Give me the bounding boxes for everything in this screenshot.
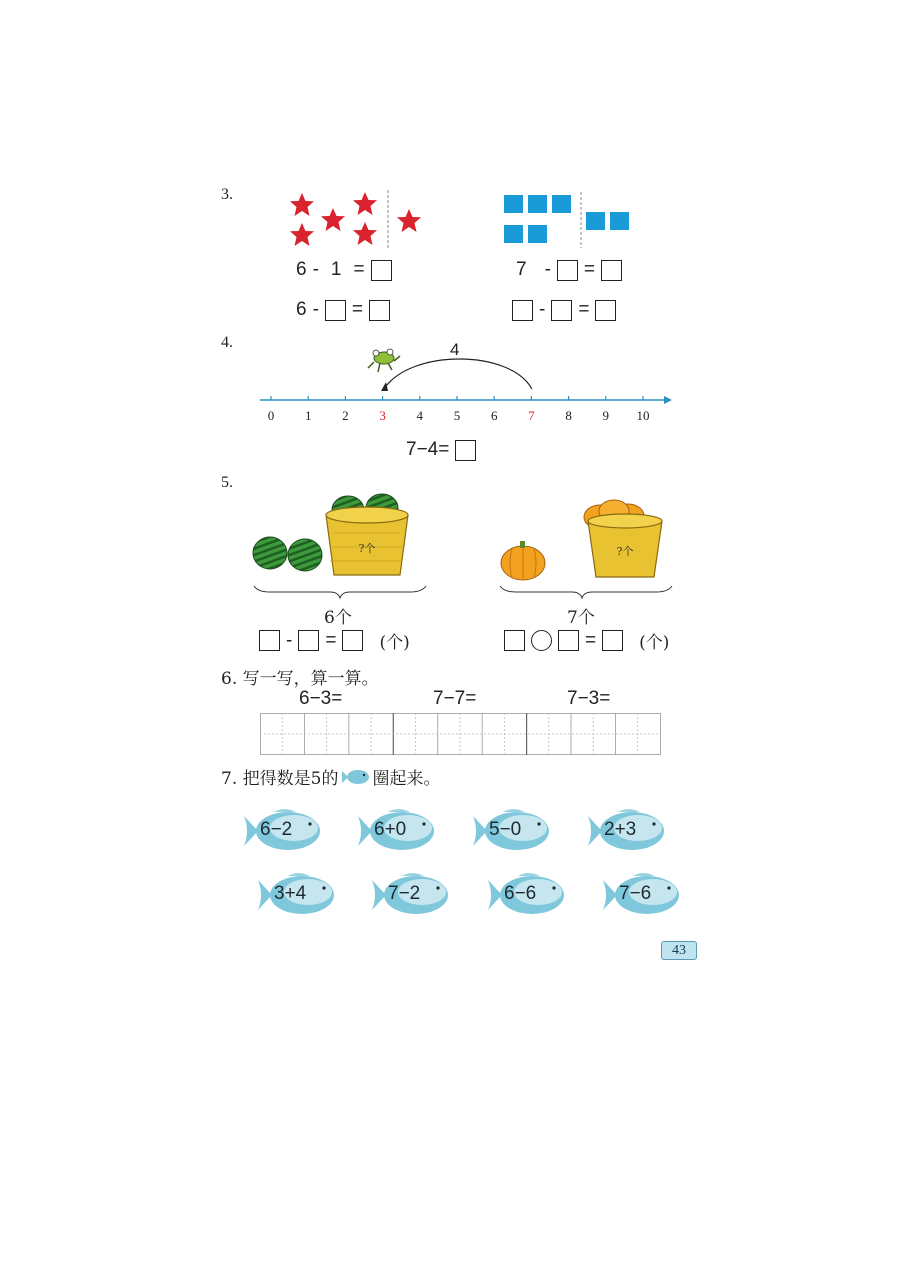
- fish-expression: 6−2: [260, 819, 293, 840]
- star-icon: [321, 208, 345, 231]
- fish-icon: [340, 768, 370, 786]
- q4-label: 4.: [221, 334, 233, 351]
- tick-label: 6: [490, 408, 498, 423]
- tick-label: 10: [636, 408, 650, 423]
- square-icon: [528, 225, 547, 243]
- brace-left: [250, 582, 430, 602]
- q3-left-eq1: [296, 259, 392, 281]
- q7-label: [221, 764, 440, 789]
- square-icon: [552, 195, 571, 213]
- watermelon-icon: [253, 537, 287, 569]
- star-icon: [397, 209, 421, 232]
- eq-sign: =: [325, 629, 337, 651]
- fish-card[interactable]: [244, 806, 326, 856]
- tick-label: 7: [528, 408, 535, 423]
- number-line: [260, 355, 680, 430]
- page-number: 43: [661, 941, 697, 960]
- fish-expression: 6−6: [504, 883, 537, 904]
- unit-label: (个): [379, 633, 410, 653]
- fish-card[interactable]: [358, 806, 440, 856]
- star-icon: [290, 223, 314, 246]
- square-icon: [504, 225, 523, 243]
- pumpkin-icon: [501, 541, 545, 580]
- fish-expression: 7−2: [388, 883, 421, 904]
- eq-op: -: [312, 259, 319, 280]
- answer-box[interactable]: [595, 300, 616, 321]
- answer-box[interactable]: [259, 630, 280, 651]
- fish-card[interactable]: [488, 870, 570, 920]
- fish-expression: 6+0: [374, 819, 407, 840]
- q6-problem: 6−3=: [299, 688, 343, 709]
- star-icon: [353, 222, 377, 245]
- fish-expression: 7−6: [619, 883, 652, 904]
- eq-term: 6: [296, 259, 307, 280]
- eq-sign: =: [351, 299, 364, 320]
- fish-card[interactable]: [588, 806, 670, 856]
- square-icon: [504, 195, 523, 213]
- q5-right-equation: [504, 628, 669, 653]
- q5-left-equation: [259, 628, 410, 653]
- eq-op: -: [539, 299, 546, 320]
- q3-right-eq2: [512, 299, 616, 321]
- q3-right-eq1: [516, 259, 622, 281]
- square-icon: [610, 212, 629, 230]
- eq-sign: =: [585, 629, 597, 651]
- q7-label-text: 7. 把得数是5的: [221, 769, 339, 789]
- answer-box[interactable]: [601, 260, 622, 281]
- operator-circle[interactable]: [531, 630, 552, 651]
- tick-label: 9: [602, 408, 610, 423]
- q3-left-eq2: [296, 299, 390, 321]
- answer-box[interactable]: [602, 630, 623, 651]
- q4-equation-row: [406, 439, 476, 461]
- eq-term: 7: [516, 259, 527, 280]
- eq-sign: =: [583, 259, 596, 280]
- fish-expression: 2+3: [604, 819, 637, 840]
- answer-box[interactable]: [298, 630, 319, 651]
- answer-box[interactable]: [325, 300, 346, 321]
- eq-sign: =: [353, 259, 365, 280]
- eq-op: -: [286, 629, 293, 651]
- tick-label: 4: [416, 408, 424, 423]
- fish-card[interactable]: [372, 870, 454, 920]
- square-icon: [586, 212, 605, 230]
- fish-card[interactable]: [258, 870, 340, 920]
- pumpkin-scene: [496, 495, 676, 595]
- eq-sign: =: [578, 299, 590, 320]
- tick-label: 3: [379, 408, 386, 423]
- answer-box[interactable]: [551, 300, 572, 321]
- brace-right: [496, 582, 676, 602]
- jump-label: 4: [450, 340, 460, 359]
- answer-box[interactable]: [369, 300, 390, 321]
- answer-box[interactable]: [342, 630, 363, 651]
- q7-label-text: 圈起来。: [372, 769, 441, 789]
- eq-term: 6: [296, 299, 307, 320]
- q6-problem: 7−3=: [567, 688, 611, 709]
- fish-card[interactable]: [473, 806, 555, 856]
- writing-grid[interactable]: [260, 713, 662, 757]
- answer-box[interactable]: [557, 260, 578, 281]
- watermelon-icon: [288, 539, 322, 571]
- q4-equation: 7−4=: [406, 439, 450, 460]
- watermelon-scene: [250, 485, 430, 595]
- answer-box[interactable]: [512, 300, 533, 321]
- star-icon: [290, 193, 314, 216]
- answer-box[interactable]: [504, 630, 525, 651]
- tick-label: 5: [453, 408, 461, 423]
- q5-right-total: 7个: [567, 608, 595, 628]
- fish-card[interactable]: [603, 870, 685, 920]
- star-group: [285, 188, 425, 252]
- answer-box[interactable]: [455, 440, 476, 461]
- star-icon: [353, 192, 377, 215]
- tick-label: 0: [267, 408, 275, 423]
- basket-label: ?个: [616, 545, 634, 558]
- eq-op: -: [312, 299, 319, 320]
- tick-label: 8: [565, 408, 572, 423]
- q5-label: 5.: [221, 474, 233, 491]
- eq-term: 1: [330, 259, 342, 280]
- q6-label: 6. 写一写，算一算。: [221, 669, 379, 689]
- q3-label: 3.: [221, 186, 233, 203]
- fish-expression: 3+4: [274, 883, 307, 904]
- square-group: [502, 192, 634, 248]
- answer-box[interactable]: [558, 630, 579, 651]
- tick-label: 1: [304, 408, 312, 423]
- unit-label: (个): [639, 633, 670, 653]
- tick-label: 2: [342, 408, 349, 423]
- q5-left-total: 6个: [324, 608, 352, 628]
- eq-op: -: [544, 259, 551, 280]
- q6-problem: 7−7=: [433, 688, 477, 709]
- fish-expression: 5−0: [489, 819, 522, 840]
- answer-box[interactable]: [371, 260, 392, 281]
- square-icon: [528, 195, 547, 213]
- basket-label: ?个: [358, 542, 376, 555]
